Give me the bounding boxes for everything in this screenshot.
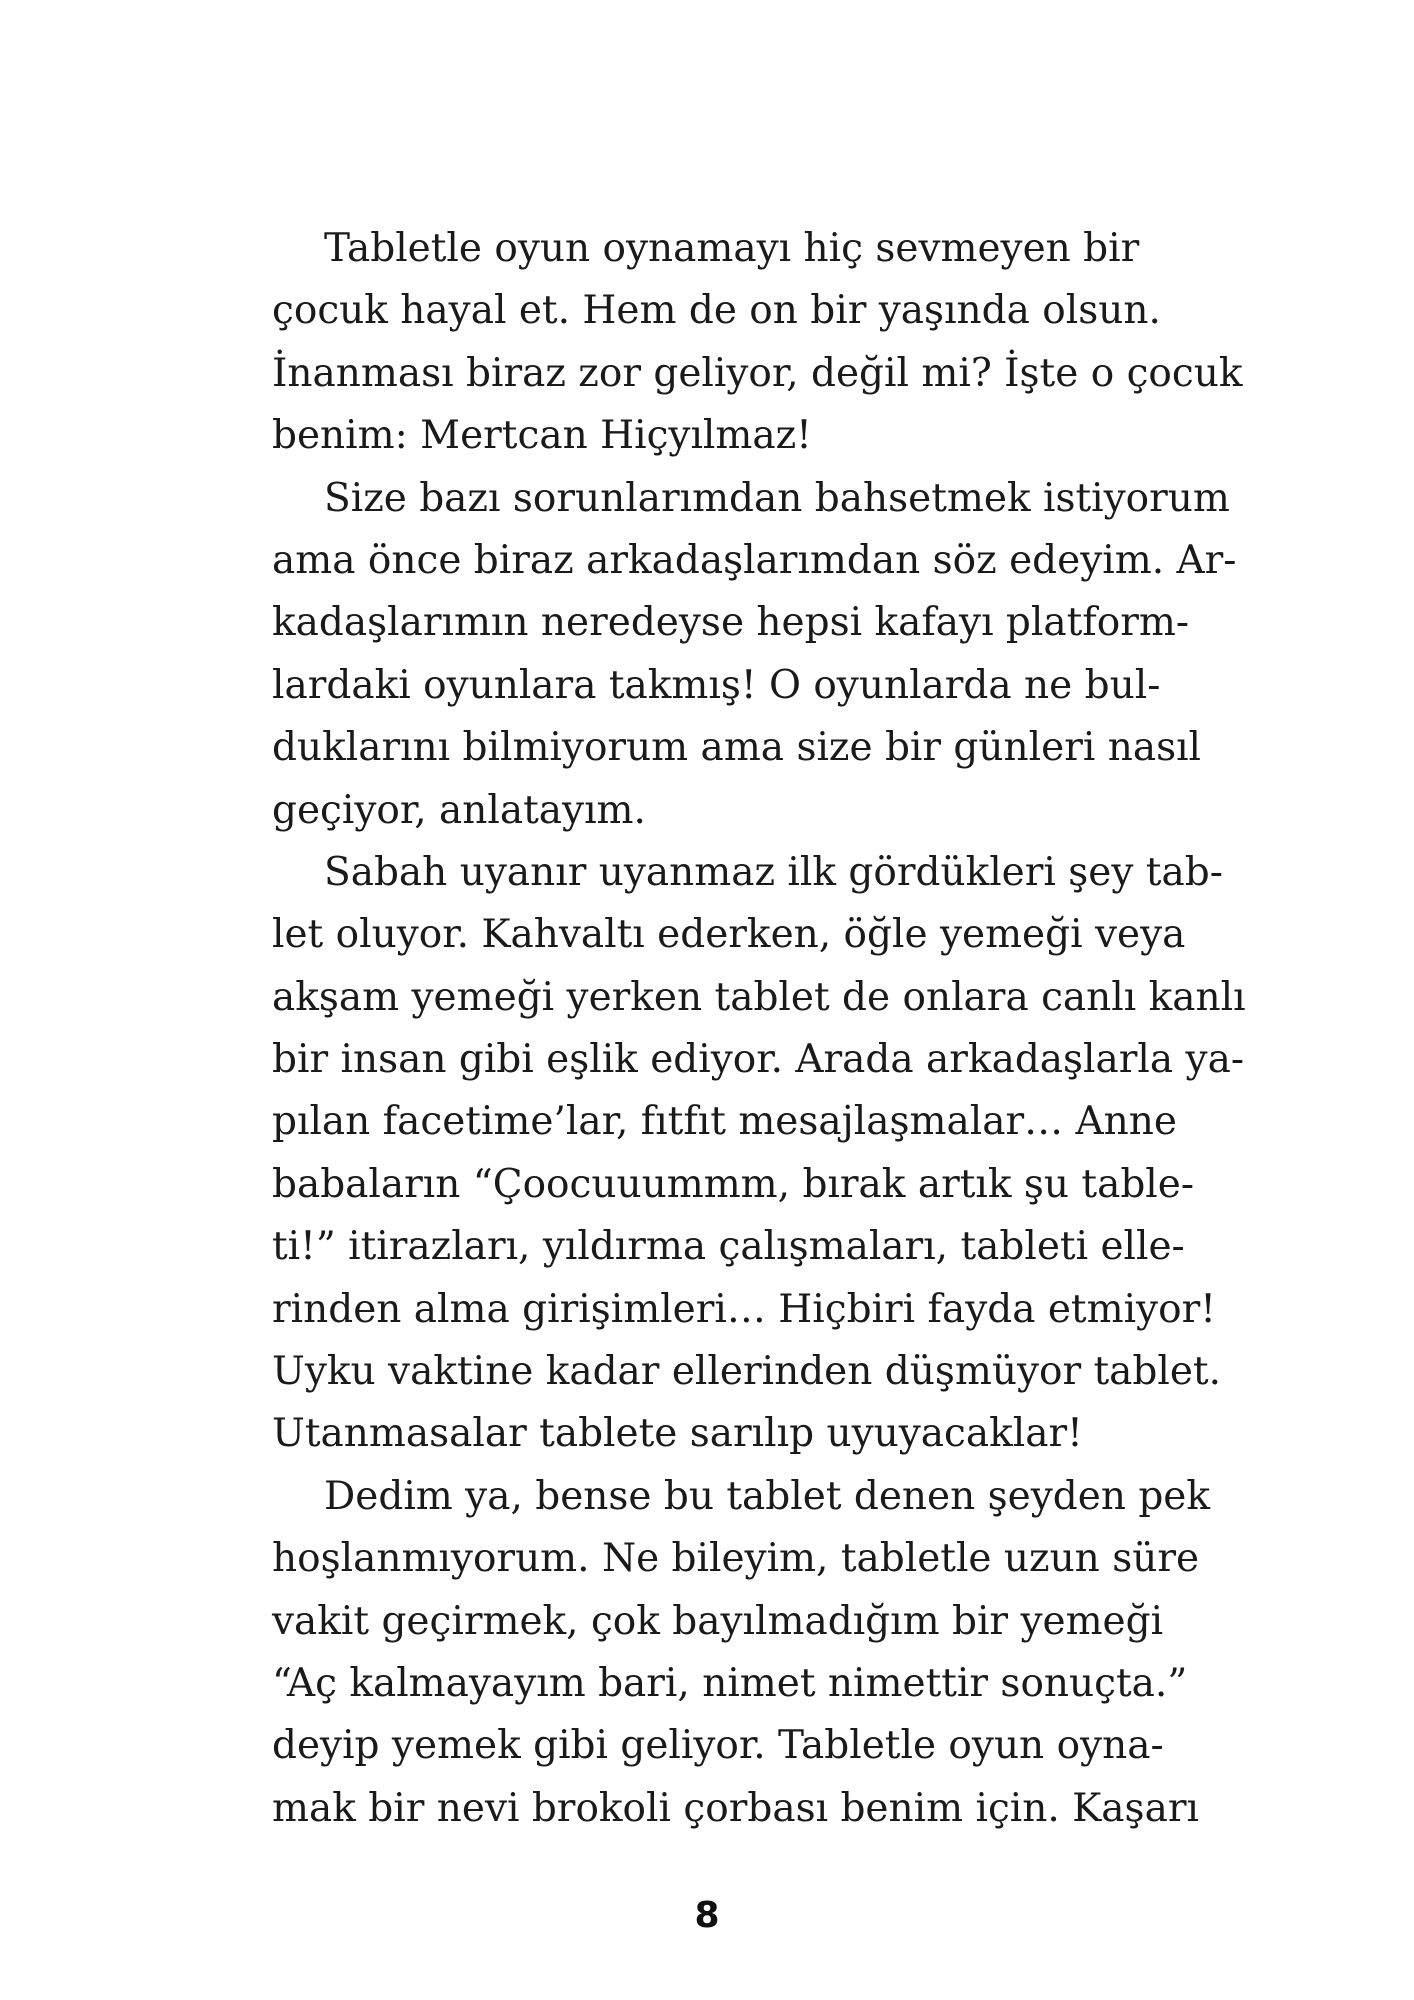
text-line: vakit geçirmek, çok bayılmadığım bir yemeği xyxy=(272,1598,1164,1644)
text-line: babaların “Çoocuuummm, bırak artık şu table- xyxy=(272,1161,1195,1207)
text-line: ama önce biraz arkadaşlarımdan söz edeyim. Ar- xyxy=(272,537,1237,583)
text-line: Uyku vaktine kadar ellerinden düşmüyor tablet. xyxy=(272,1349,1222,1395)
text-line: lardaki oyunlara takmış! O oyunlarda ne bul- xyxy=(272,662,1161,708)
text-line: kadaşlarımın neredeyse hepsi kafayı platform- xyxy=(272,600,1190,646)
text-line: mak bir nevi brokoli çorbası benim için. Kaşarı xyxy=(272,1785,1199,1831)
text-line: çocuk hayal et. Hem de on bir yaşında olsun. xyxy=(272,288,1161,334)
text-line: pılan facetime’lar, fıtfıt mesajlaşmalar… Anne xyxy=(272,1099,1177,1145)
text-line: “Aç kalmayayım bari, nimet nimettir sonuçta.” xyxy=(272,1660,1188,1706)
text-line: akşam yemeği yerken tablet de onlara canlı kanlı xyxy=(272,974,1246,1020)
text-line: Dedim ya, bense bu tablet denen şeyden pek xyxy=(324,1473,1211,1519)
page-number: 8 xyxy=(694,1895,720,1936)
text-line: ti!” itirazları, yıldırma çalışmaları, tableti elle- xyxy=(272,1224,1185,1270)
text-line: duklarını bilmiyorum ama size bir günleri nasıl xyxy=(272,725,1202,771)
text-line: İnanması biraz zor geliyor, değil mi? İşte o çocuk xyxy=(272,350,1243,396)
paragraph xyxy=(272,842,1246,1466)
paragraph xyxy=(272,468,1237,842)
paragraph xyxy=(272,218,1243,468)
text-line: Size bazı sorunlarımdan bahsetmek istiyorum xyxy=(324,475,1230,521)
text-line: let oluyor. Kahvaltı ederken, öğle yemeği veya xyxy=(272,912,1186,958)
text-line: rinden alma girişimleri… Hiçbiri fayda etmiyor! xyxy=(272,1286,1216,1332)
text-line: geçiyor, anlatayım. xyxy=(272,787,646,833)
paragraph xyxy=(272,1466,1211,1840)
body-text xyxy=(272,218,1246,1840)
text-line: Utanmasalar tablete sarılıp uyuyacaklar! xyxy=(272,1411,1083,1457)
text-line: bir insan gibi eşlik ediyor. Arada arkadaşlarla ya- xyxy=(272,1037,1245,1083)
text-line: deyip yemek gibi geliyor. Tabletle oyun oyna- xyxy=(272,1723,1164,1769)
text-line: Tabletle oyun oynamayı hiç sevmeyen bir xyxy=(324,226,1140,271)
text-line: hoşlanmıyorum. Ne bileyim, tabletle uzun süre xyxy=(272,1536,1200,1582)
text-line: Sabah uyanır uyanmaz ilk gördükleri şey tab- xyxy=(324,849,1223,895)
text-line: benim: Mertcan Hiçyılmaz! xyxy=(272,413,812,459)
